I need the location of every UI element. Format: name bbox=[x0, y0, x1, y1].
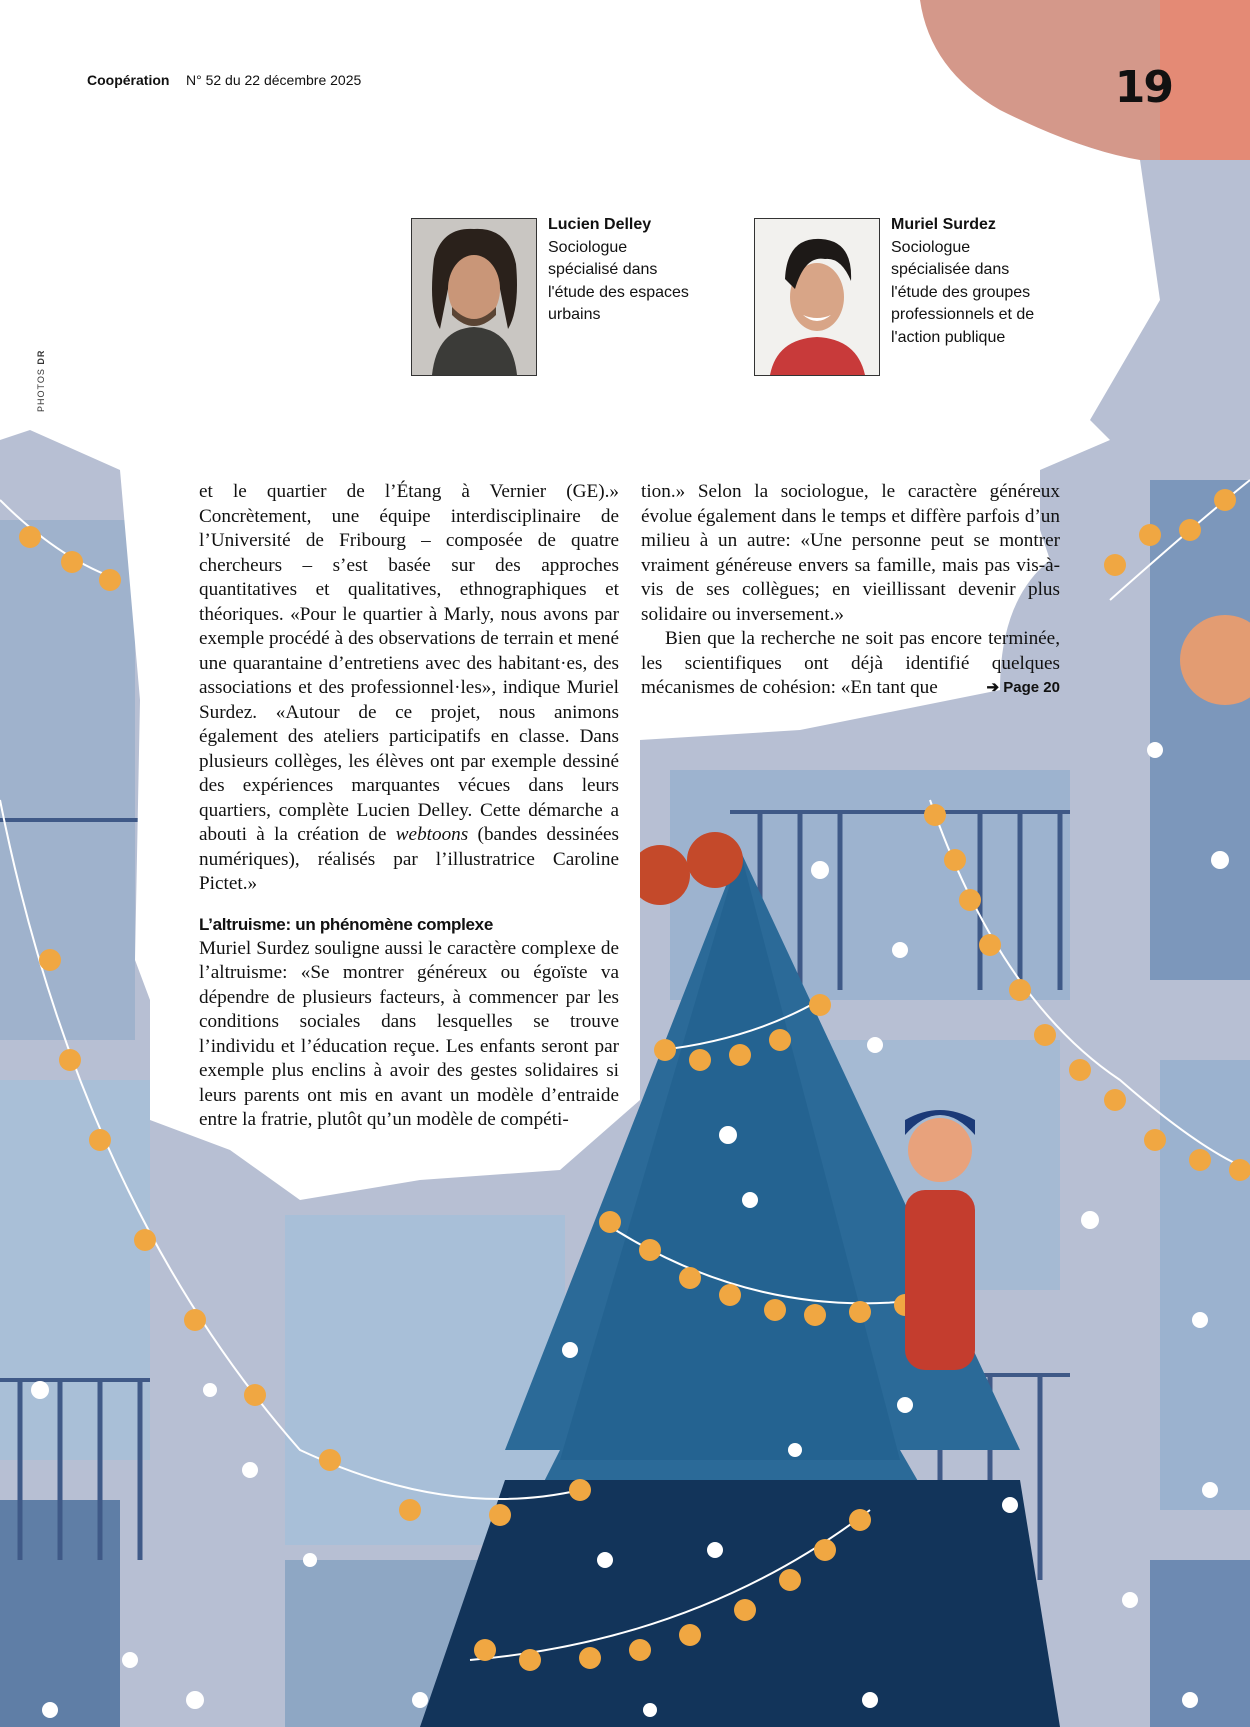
photo-credit: PHOTOS DR bbox=[36, 349, 46, 412]
section-subheading: L’altruisme: un phénomène complexe bbox=[199, 914, 493, 934]
portrait-lucien-delley bbox=[411, 218, 537, 376]
emphasis: webtoons bbox=[395, 824, 469, 845]
expert-description: Sociologue spécialisé dans l'étude des espaces urbains bbox=[548, 238, 689, 323]
issue-info: N° 52 du 22 décembre 2025 bbox=[186, 72, 362, 88]
expert-description: Sociologue spécialisée dans l'étude des groupes professionnels et de l'action publique bbox=[891, 238, 1035, 346]
article-column-1 bbox=[199, 480, 619, 1133]
expert-bio-2 bbox=[891, 214, 1051, 349]
article-paragraph: et le quartier de l’Étang à Vernier (GE).» Concrètement, une équipe interdisciplinaire de l’Université de Fribourg – composée de quatre chercheurs – s’est basée sur des approches quantitatives et qualitatives, ethnographiques et théoriques. «Pour le quartier à Marly, nous avons par exemple procédé à des observations de terrain et mené une quarantaine d’entretiens avec des habitant·es, des associations et des professionnel·les», indique Muriel Surdez. «Autour de ce projet, nous animons également des ateliers participatifs en classe. Dans plusieurs collèges, les élèves ont par exemple dessiné des expériences marquantes vécues dans leurs quartiers, complète Lucien Delley. Cette démarche a abouti à la création de webtoons (bandes dessinées numériques), réalisés par l’illustratrice Caroline Pictet.» bbox=[199, 481, 619, 894]
expert-name: Lucien Delley bbox=[548, 216, 652, 233]
article-paragraph: Muriel Surdez souligne aussi le caractère complexe de l’altruisme: «Se montrer généreux ou égoïste va dépendre de plusieurs facteurs, à commencer par les conditions sociales dans lesquelles se trouve l’individu et l’éducation reçue. Les enfants seront par exemple plus enclins à avoir des gestes solidaires si leurs parents ont mis en avant un modèle d’entraide entre la fratrie, plutôt qu’un modèle de compéti- bbox=[199, 937, 619, 1130]
article-paragraph: Bien que la recherche ne soit pas encore terminée, les scientifiques ont déjà identifié quelques mécanismes de cohésion: «En tant que ➔ Page 20 bbox=[641, 627, 1060, 701]
page-number: 19 bbox=[1114, 62, 1172, 113]
publication-name: Coopération bbox=[87, 72, 170, 88]
expert-bio-1 bbox=[548, 214, 698, 327]
continued-on-page-link[interactable]: ➔ Page 20 bbox=[986, 679, 1060, 696]
article-paragraph: tion.» Selon la sociologue, le caractère généreux évolue également dans le temps et diffère parfois d’un milieu à un autre: «Une personne peut se montrer vraiment généreuse envers sa famille, mais pas vis-à-vis de ses collègues; en vieillissant devenir plus solidaire ou inversement.» bbox=[641, 481, 1060, 625]
portrait-muriel-surdez bbox=[754, 218, 880, 376]
expert-name: Muriel Surdez bbox=[891, 216, 996, 233]
article-column-2 bbox=[641, 480, 1060, 701]
